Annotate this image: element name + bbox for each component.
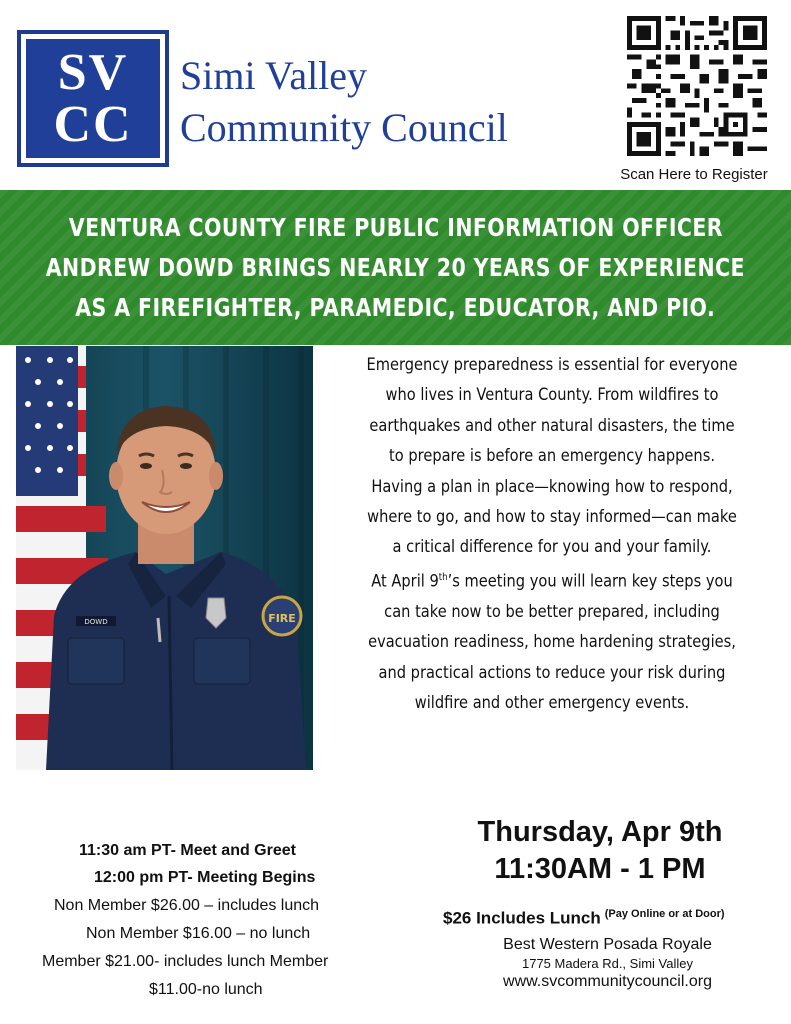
description-line: Emergency preparedness is essential for everyone bbox=[366, 355, 738, 375]
logo-line-1: SV bbox=[57, 43, 129, 101]
description-line: who lives in Ventura County. From wildfires to bbox=[385, 385, 719, 406]
ordinal-suffix: th bbox=[438, 571, 448, 583]
description-line: wildfire and other emergency events. bbox=[414, 693, 690, 714]
event-time: 11:30AM - 1 PM bbox=[494, 853, 706, 885]
description-text: At April 9 bbox=[371, 571, 439, 592]
description-text: ’s meeting you will learn key steps you bbox=[447, 571, 733, 592]
qr-code-icon[interactable] bbox=[627, 16, 767, 156]
svcc-logo bbox=[17, 30, 169, 167]
patch-text: FIRE bbox=[268, 612, 296, 625]
event-description bbox=[322, 350, 782, 719]
org-name-line-1: Simi Valley bbox=[180, 53, 368, 98]
org-name-line-2: Community Council bbox=[180, 105, 508, 150]
event-price-note: (Pay Online or at Door) bbox=[604, 908, 725, 920]
org-name bbox=[180, 50, 508, 154]
description-line: where to go, and how to stay informed—can make bbox=[367, 507, 737, 528]
website-link[interactable]: www.svcommunitycouncil.org bbox=[503, 973, 712, 990]
price-nonmember-lunch: Non Member $26.00 – includes lunch bbox=[54, 897, 320, 914]
venue-name: Best Western Posada Royale bbox=[503, 936, 712, 953]
price-member-nolunch: $11.00-no lunch bbox=[149, 981, 263, 998]
description-line: Having a plan in place—knowing how to respond, bbox=[371, 476, 733, 497]
qr-caption: Scan Here to Register bbox=[620, 166, 768, 183]
schedule-meet-greet: 11:30 am PT- Meet and Greet bbox=[79, 842, 296, 859]
logo-line-2: CC bbox=[53, 95, 133, 153]
banner-line-3: AS A FIREFIGHTER, PARAMEDIC, EDUCATOR, AND PIO. bbox=[75, 292, 716, 322]
name-tag: DOWD bbox=[84, 618, 108, 626]
description-line bbox=[354, 563, 750, 597]
description-line: can take now to be better prepared, including bbox=[384, 601, 720, 622]
schedule-meeting-begins: 12:00 pm PT- Meeting Begins bbox=[94, 869, 316, 886]
description-line: and practical actions to reduce your risk during bbox=[378, 662, 726, 683]
logo-inner bbox=[26, 39, 160, 158]
price-nonmember-nolunch: Non Member $16.00 – no lunch bbox=[86, 925, 311, 942]
speaker-photo bbox=[16, 346, 313, 770]
event-price-text: $26 Includes Lunch bbox=[443, 908, 601, 928]
description-line: evacuation readiness, home hardening strategies, bbox=[368, 632, 736, 653]
description-line: earthquakes and other natural disasters, the time bbox=[369, 415, 735, 436]
description-line: a critical difference for you and your family. bbox=[392, 537, 712, 558]
headline-banner bbox=[0, 190, 791, 345]
price-member-lunch: Member $21.00- includes lunch Member bbox=[42, 953, 329, 970]
event-date: Thursday, Apr 9th bbox=[477, 816, 723, 848]
venue-address: 1775 Madera Rd., Simi Valley bbox=[521, 956, 693, 971]
event-price bbox=[443, 908, 725, 929]
description-line: to prepare is before an emergency happens. bbox=[389, 446, 715, 467]
banner-line-1: VENTURA COUNTY FIRE PUBLIC INFORMATION OFFICER bbox=[68, 212, 723, 242]
banner-line-2: ANDREW DOWD BRINGS NEARLY 20 YEARS OF EXPERIENCE bbox=[45, 252, 746, 282]
